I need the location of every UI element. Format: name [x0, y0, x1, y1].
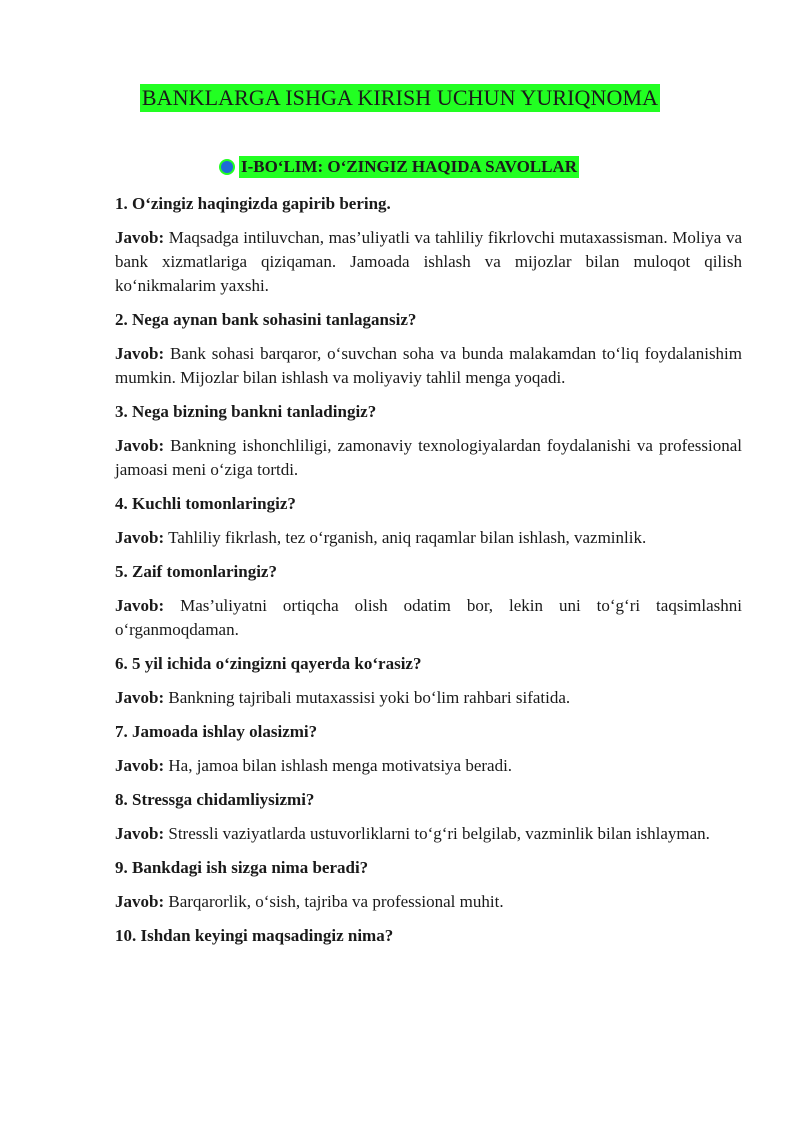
answer-label: Javob:	[115, 228, 165, 247]
document-title: BANKLARGA ISHGA KIRISH UCHUN YURIQNOMA	[141, 85, 659, 110]
question: 9. Bankdagi ish sizga nima beradi?	[115, 858, 369, 877]
question: 10. Ishdan keyingi maqsadingiz nima?	[115, 926, 394, 945]
section-title: I-BO‘LIM: O‘ZINGIZ HAQIDA SAVOLLAR	[240, 157, 578, 176]
qa-list	[115, 192, 742, 958]
answer	[115, 686, 742, 710]
answer-label: Javob:	[115, 756, 165, 775]
answer-label: Javob:	[115, 344, 165, 363]
answer	[115, 754, 742, 778]
title-block	[0, 84, 800, 112]
round-bullet-icon	[221, 161, 233, 173]
answer	[115, 822, 742, 846]
answer-text: Tahliliy fikrlash, tez o‘rganish, aniq raqamlar bilan ishlash, vazminlik.	[168, 528, 647, 547]
section-heading	[221, 156, 579, 178]
answer	[115, 434, 742, 482]
answer-text: Barqarorlik, o‘sish, tajriba va professional muhit.	[168, 892, 504, 911]
answer-text: Ha, jamoa bilan ishlash menga motivatsiya beradi.	[168, 756, 513, 775]
question: 1. O‘zingiz haqingizda gapirib bering.	[115, 194, 391, 213]
answer-text: Mas’uliyatni ortiqcha olish odatim bor, lekin uni to‘g‘ri taqsimlashni o‘rganmoqdaman.	[115, 596, 742, 639]
answer-label: Javob:	[115, 688, 165, 707]
answer-label: Javob:	[115, 528, 165, 547]
question: 4. Kuchli tomonlaringiz?	[115, 494, 296, 513]
question: 3. Nega bizning bankni tanladingiz?	[115, 402, 377, 421]
answer	[115, 342, 742, 390]
answer-text: Bankning tajribali mutaxassisi yoki bo‘lim rahbari sifatida.	[168, 688, 571, 707]
answer	[115, 226, 742, 298]
answer-label: Javob:	[115, 892, 165, 911]
answer	[115, 890, 742, 914]
answer-text: Stressli vaziyatlarda ustuvorliklarni to‘g‘ri belgilab, vazminlik bilan ishlayman.	[168, 824, 710, 843]
question: 8. Stressga chidamliysizmi?	[115, 790, 315, 809]
answer-label: Javob:	[115, 596, 165, 615]
section-heading-block	[0, 156, 800, 178]
question: 2. Nega aynan bank sohasini tanlagansiz?	[115, 310, 417, 329]
answer-label: Javob:	[115, 436, 165, 455]
answer-text: Bank sohasi barqaror, o‘suvchan soha va bunda malakamdan to‘liq foydalanishim mumkin. Mijozlar bilan ishlash va moliyaviy tahlil menga yoqadi.	[115, 344, 743, 387]
question: 7. Jamoada ishlay olasizmi?	[115, 722, 318, 741]
question: 5. Zaif tomonlaringiz?	[115, 562, 277, 581]
answer-text: Maqsadga intiluvchan, mas’uliyatli va tahliliy fikrlovchi mutaxassisman. Moliya va bank xizmatlariga qiziqaman. Jamoada ishlash va mijozlar bilan muloqot qilish ko‘nikmalarim yaxshi.	[115, 228, 742, 295]
answer	[115, 526, 742, 550]
answer-text: Bankning ishonchliligi, zamonaviy texnologiyalardan foydalanishi va professional jamoasi meni o‘ziga tortdi.	[115, 436, 743, 479]
answer-label: Javob:	[115, 824, 165, 843]
answer	[115, 594, 742, 642]
question: 6. 5 yil ichida o‘zingizni qayerda ko‘rasiz?	[115, 654, 422, 673]
